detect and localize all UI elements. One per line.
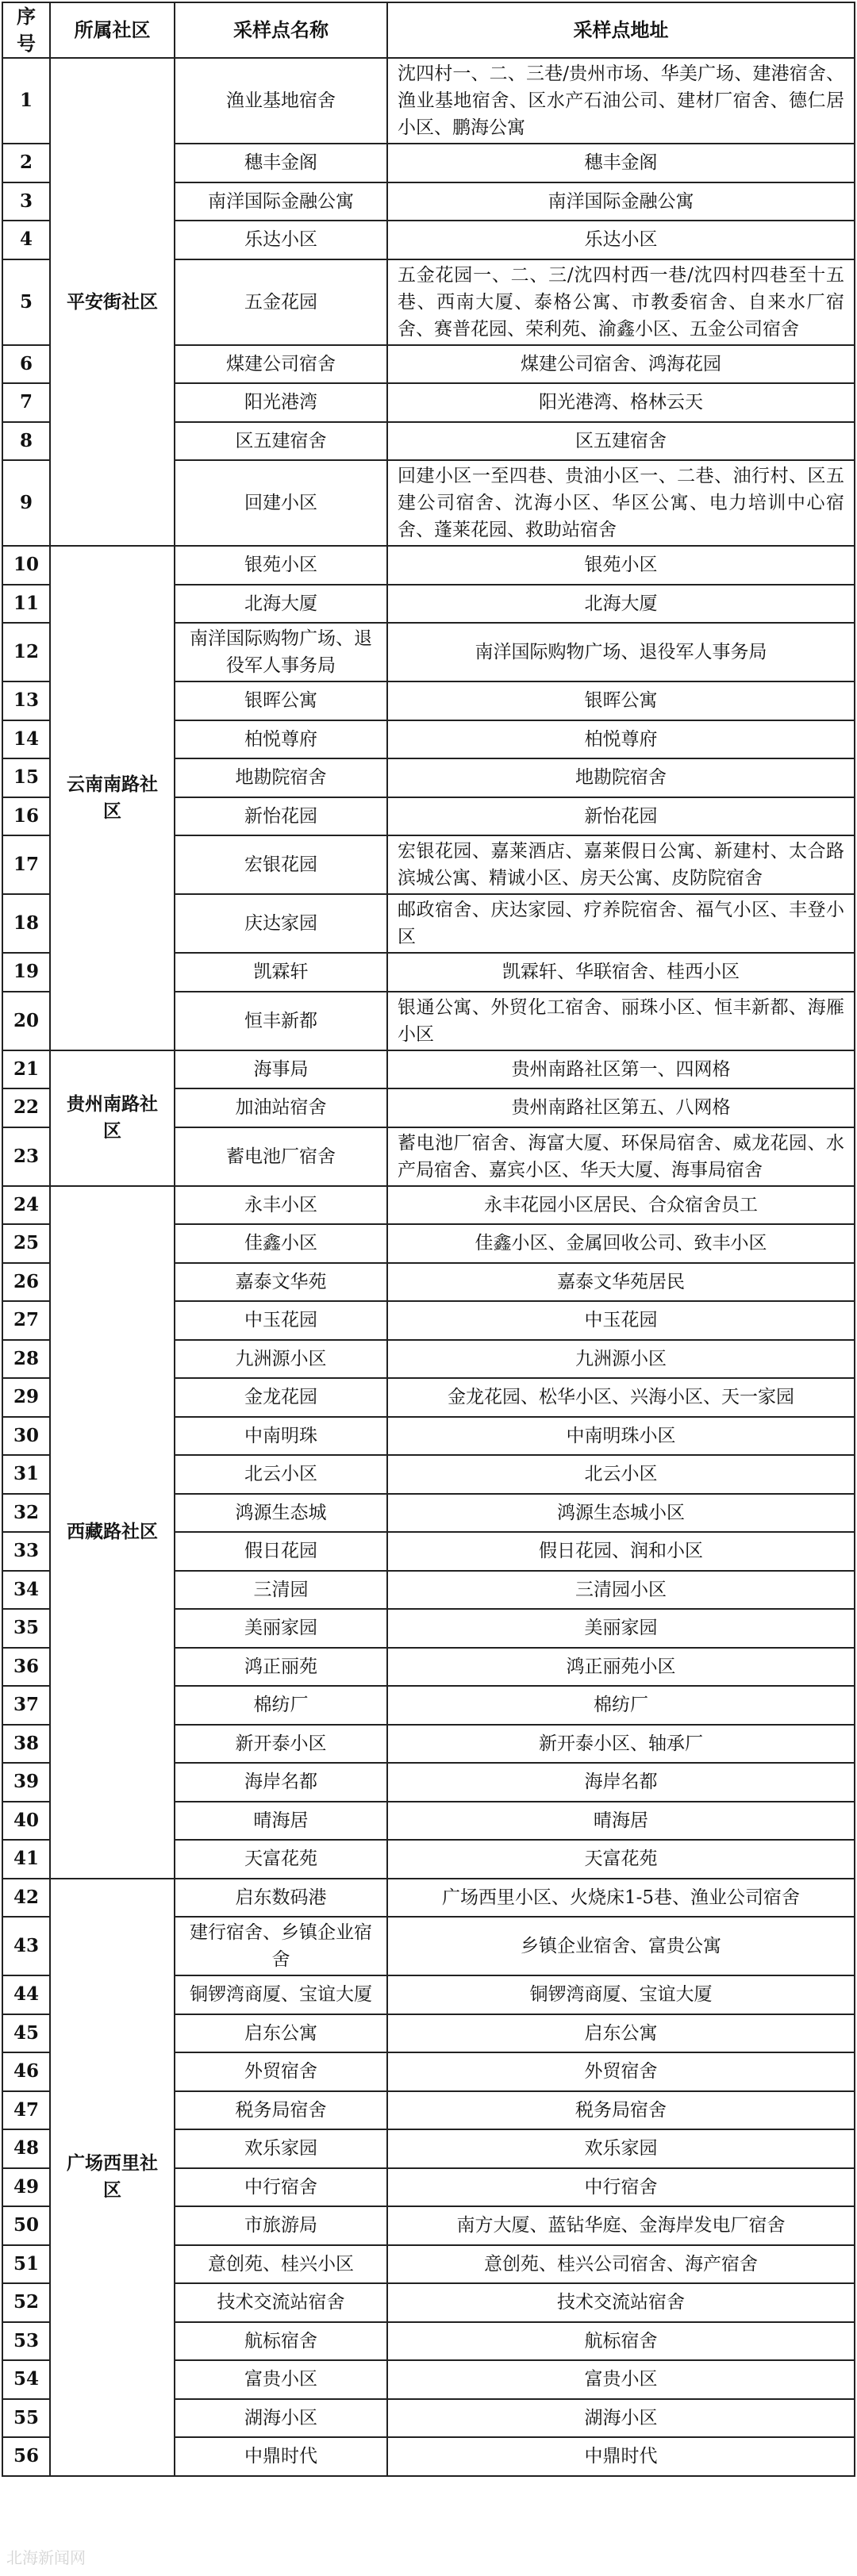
row-index: 48 (2, 2129, 50, 2168)
row-index: 30 (2, 1417, 50, 1456)
site-name-cell: 穗丰金阁 (175, 144, 387, 182)
site-address-cell: 银晖公寓 (387, 681, 855, 720)
site-address-cell: 阳光港湾、格林云天 (387, 383, 855, 422)
site-address-cell: 美丽家园 (387, 1609, 855, 1648)
site-name-cell: 市旅游局 (175, 2206, 387, 2245)
site-address-cell: 广场西里小区、火烧床1-5巷、渔业公司宿舍 (387, 1879, 855, 1918)
header-site-address: 采样点地址 (387, 2, 855, 58)
site-address-cell: 铜锣湾商厦、宝谊大厦 (387, 1975, 855, 2014)
site-name-cell: 银晖公寓 (175, 681, 387, 720)
row-index: 14 (2, 720, 50, 759)
site-name-cell: 中鼎时代 (175, 2437, 387, 2476)
site-name-cell: 南洋国际金融公寓 (175, 182, 387, 221)
row-index: 43 (2, 1917, 50, 1975)
site-address-cell: 九洲源小区 (387, 1340, 855, 1379)
site-name-cell: 恒丰新都 (175, 992, 387, 1050)
site-address-cell: 鸿源生态城小区 (387, 1494, 855, 1533)
site-name-cell: 海事局 (175, 1050, 387, 1089)
site-address-cell: 晴海居 (387, 1802, 855, 1841)
community-cell: 广场西里社区 (50, 1879, 175, 2476)
row-index: 15 (2, 758, 50, 797)
row-index: 36 (2, 1648, 50, 1687)
row-index: 51 (2, 2245, 50, 2284)
row-index: 44 (2, 1975, 50, 2014)
site-name-cell: 启东数码港 (175, 1879, 387, 1918)
row-index: 4 (2, 221, 50, 259)
site-address-cell: 航标宿舍 (387, 2322, 855, 2361)
site-name-cell: 加油站宿舍 (175, 1088, 387, 1127)
site-name-cell: 佳鑫小区 (175, 1224, 387, 1263)
header-community: 所属社区 (50, 2, 175, 58)
row-index: 22 (2, 1088, 50, 1127)
site-address-cell: 富贵小区 (387, 2360, 855, 2399)
site-address-cell: 佳鑫小区、金属回收公司、致丰小区 (387, 1224, 855, 1263)
header-site-name: 采样点名称 (175, 2, 387, 58)
site-address-cell: 中鼎时代 (387, 2437, 855, 2476)
row-index: 42 (2, 1879, 50, 1918)
row-index: 50 (2, 2206, 50, 2245)
table-row (2, 1186, 855, 1225)
site-name-cell: 假日花园 (175, 1532, 387, 1571)
site-address-cell: 中行宿舍 (387, 2168, 855, 2207)
site-name-cell: 中玉花园 (175, 1301, 387, 1340)
row-index: 27 (2, 1301, 50, 1340)
row-index: 31 (2, 1455, 50, 1494)
site-name-cell: 晴海居 (175, 1802, 387, 1841)
site-address-cell: 外贸宿舍 (387, 2052, 855, 2091)
site-address-cell: 欢乐家园 (387, 2129, 855, 2168)
site-name-cell: 煤建公司宿舍 (175, 345, 387, 384)
site-name-cell: 永丰小区 (175, 1186, 387, 1225)
site-name-cell: 鸿正丽苑 (175, 1648, 387, 1687)
site-address-cell: 金龙花园、松华小区、兴海小区、天一家园 (387, 1378, 855, 1417)
site-address-cell: 意创苑、桂兴公司宿舍、海产宿舍 (387, 2245, 855, 2284)
site-name-cell: 柏悦尊府 (175, 720, 387, 759)
site-address-cell: 银通公寓、外贸化工宿舍、丽珠小区、恒丰新都、海雁小区 (387, 992, 855, 1050)
row-index: 13 (2, 681, 50, 720)
community-cell: 云南南路社区 (50, 546, 175, 1050)
site-address-cell: 邮政宿舍、庆达家园、疗养院宿舍、福气小区、丰登小区 (387, 894, 855, 953)
site-address-cell: 贵州南路社区第五、八网格 (387, 1088, 855, 1127)
row-index: 11 (2, 585, 50, 624)
row-index: 5 (2, 259, 50, 345)
site-name-cell: 新怡花园 (175, 797, 387, 836)
site-name-cell: 海岸名都 (175, 1763, 387, 1802)
site-address-cell: 蓄电池厂宿舍、海富大厦、环保局宿舍、威龙花园、水产局宿舍、嘉宾小区、华天大厦、海事局宿舍 (387, 1127, 855, 1186)
header-index: 序号 (2, 2, 50, 58)
site-name-cell: 中行宿舍 (175, 2168, 387, 2207)
row-index: 34 (2, 1571, 50, 1610)
site-name-cell: 意创苑、桂兴小区 (175, 2245, 387, 2284)
site-name-cell: 中南明珠 (175, 1417, 387, 1456)
row-index: 16 (2, 797, 50, 836)
row-index: 19 (2, 953, 50, 992)
site-name-cell: 北云小区 (175, 1455, 387, 1494)
site-name-cell: 回建小区 (175, 460, 387, 546)
row-index: 35 (2, 1609, 50, 1648)
row-index: 45 (2, 2014, 50, 2053)
site-address-cell: 新开泰小区、轴承厂 (387, 1725, 855, 1764)
site-address-cell: 新怡花园 (387, 797, 855, 836)
table-row (2, 1879, 855, 1918)
site-address-cell: 三清园小区 (387, 1571, 855, 1610)
site-address-cell: 回建小区一至四巷、贵油小区一、二巷、油行村、区五建公司宿舍、沈海小区、华区公寓、电力培训中心宿舍、蓬莱花园、救助站宿舍 (387, 460, 855, 546)
site-name-cell: 湖海小区 (175, 2399, 387, 2438)
sampling-sites-table (2, 2, 855, 2477)
site-name-cell: 五金花园 (175, 259, 387, 345)
row-index: 40 (2, 1802, 50, 1841)
site-name-cell: 鸿源生态城 (175, 1494, 387, 1533)
site-address-cell: 永丰花园小区居民、合众宿舍员工 (387, 1186, 855, 1225)
row-index: 7 (2, 383, 50, 422)
site-address-cell: 税务局宿舍 (387, 2091, 855, 2130)
site-address-cell: 北云小区 (387, 1455, 855, 1494)
row-index: 23 (2, 1127, 50, 1186)
row-index: 17 (2, 835, 50, 894)
site-name-cell: 建行宿舍、乡镇企业宿舍 (175, 1917, 387, 1975)
row-index: 33 (2, 1532, 50, 1571)
row-index: 53 (2, 2322, 50, 2361)
site-name-cell: 棉纺厂 (175, 1686, 387, 1725)
row-index: 55 (2, 2399, 50, 2438)
site-address-cell: 北海大厦 (387, 585, 855, 624)
row-index: 1 (2, 58, 50, 144)
site-address-cell: 区五建宿舍 (387, 422, 855, 461)
site-name-cell: 铜锣湾商厦、宝谊大厦 (175, 1975, 387, 2014)
site-address-cell: 乐达小区 (387, 221, 855, 259)
row-index: 21 (2, 1050, 50, 1089)
row-index: 47 (2, 2091, 50, 2130)
site-name-cell: 地勘院宿舍 (175, 758, 387, 797)
site-name-cell: 外贸宿舍 (175, 2052, 387, 2091)
site-name-cell: 启东公寓 (175, 2014, 387, 2053)
site-name-cell: 区五建宿舍 (175, 422, 387, 461)
site-address-cell: 湖海小区 (387, 2399, 855, 2438)
site-address-cell: 天富花苑 (387, 1840, 855, 1879)
table-header-row (2, 2, 855, 58)
row-index: 20 (2, 992, 50, 1050)
row-index: 6 (2, 345, 50, 384)
site-address-cell: 假日花园、润和小区 (387, 1532, 855, 1571)
site-address-cell: 南洋国际金融公寓 (387, 182, 855, 221)
site-address-cell: 棉纺厂 (387, 1686, 855, 1725)
row-index: 56 (2, 2437, 50, 2476)
site-address-cell: 中南明珠小区 (387, 1417, 855, 1456)
site-address-cell: 中玉花园 (387, 1301, 855, 1340)
row-index: 29 (2, 1378, 50, 1417)
row-index: 25 (2, 1224, 50, 1263)
row-index: 46 (2, 2052, 50, 2091)
table-row (2, 546, 855, 585)
row-index: 9 (2, 460, 50, 546)
row-index: 41 (2, 1840, 50, 1879)
site-name-cell: 庆达家园 (175, 894, 387, 953)
community-cell: 西藏路社区 (50, 1186, 175, 1879)
site-name-cell: 欢乐家园 (175, 2129, 387, 2168)
site-address-cell: 穗丰金阁 (387, 144, 855, 182)
row-index: 24 (2, 1186, 50, 1225)
site-address-cell: 鸿正丽苑小区 (387, 1648, 855, 1687)
site-address-cell: 地勘院宿舍 (387, 758, 855, 797)
site-address-cell: 宏银花园、嘉莱酒店、嘉莱假日公寓、新建村、太合路滨城公寓、精诚小区、房天公寓、皮防院宿舍 (387, 835, 855, 894)
site-name-cell: 美丽家园 (175, 1609, 387, 1648)
site-name-cell: 三清园 (175, 1571, 387, 1610)
table-row (2, 1050, 855, 1089)
site-address-cell: 南方大厦、蓝钻华庭、金海岸发电厂宿舍 (387, 2206, 855, 2245)
site-name-cell: 航标宿舍 (175, 2322, 387, 2361)
row-index: 52 (2, 2283, 50, 2322)
site-name-cell: 南洋国际购物广场、退役军人事务局 (175, 623, 387, 681)
site-name-cell: 新开泰小区 (175, 1725, 387, 1764)
site-name-cell: 银苑小区 (175, 546, 387, 585)
site-address-cell: 煤建公司宿舍、鸿海花园 (387, 345, 855, 384)
site-name-cell: 渔业基地宿舍 (175, 58, 387, 144)
site-address-cell: 银苑小区 (387, 546, 855, 585)
site-name-cell: 蓄电池厂宿舍 (175, 1127, 387, 1186)
site-name-cell: 凯霖轩 (175, 953, 387, 992)
row-index: 12 (2, 623, 50, 681)
site-address-cell: 启东公寓 (387, 2014, 855, 2053)
site-name-cell: 富贵小区 (175, 2360, 387, 2399)
row-index: 32 (2, 1494, 50, 1533)
site-name-cell: 乐达小区 (175, 221, 387, 259)
site-name-cell: 技术交流站宿舍 (175, 2283, 387, 2322)
community-cell: 贵州南路社区 (50, 1050, 175, 1186)
site-address-cell: 柏悦尊府 (387, 720, 855, 759)
site-name-cell: 天富花苑 (175, 1840, 387, 1879)
row-index: 38 (2, 1725, 50, 1764)
site-address-cell: 凯霖轩、华联宿舍、桂西小区 (387, 953, 855, 992)
row-index: 37 (2, 1686, 50, 1725)
site-address-cell: 海岸名都 (387, 1763, 855, 1802)
row-index: 39 (2, 1763, 50, 1802)
watermark: 北海新闻网 (6, 2548, 86, 2567)
row-index: 26 (2, 1263, 50, 1302)
site-address-cell: 技术交流站宿舍 (387, 2283, 855, 2322)
site-name-cell: 九洲源小区 (175, 1340, 387, 1379)
table-body (2, 58, 855, 2476)
site-address-cell: 南洋国际购物广场、退役军人事务局 (387, 623, 855, 681)
site-address-cell: 五金花园一、二、三/沈四村西一巷/沈四村四巷至十五巷、西南大厦、泰格公寓、市教委宿舍、自来水厂宿舍、赛普花园、荣利苑、渝鑫小区、五金公司宿舍 (387, 259, 855, 345)
row-index: 28 (2, 1340, 50, 1379)
row-index: 18 (2, 894, 50, 953)
site-address-cell: 嘉泰文华苑居民 (387, 1263, 855, 1302)
site-address-cell: 沈四村一、二、三巷/贵州市场、华美广场、建港宿舍、渔业基地宿舍、区水产石油公司、建材厂宿舍、德仁居小区、鹏海公寓 (387, 58, 855, 144)
site-name-cell: 宏银花园 (175, 835, 387, 894)
site-name-cell: 阳光港湾 (175, 383, 387, 422)
site-address-cell: 贵州南路社区第一、四网格 (387, 1050, 855, 1089)
site-name-cell: 北海大厦 (175, 585, 387, 624)
row-index: 54 (2, 2360, 50, 2399)
row-index: 10 (2, 546, 50, 585)
site-name-cell: 嘉泰文华苑 (175, 1263, 387, 1302)
site-name-cell: 税务局宿舍 (175, 2091, 387, 2130)
row-index: 8 (2, 422, 50, 461)
site-address-cell: 乡镇企业宿舍、富贵公寓 (387, 1917, 855, 1975)
row-index: 49 (2, 2168, 50, 2207)
site-name-cell: 金龙花园 (175, 1378, 387, 1417)
row-index: 3 (2, 182, 50, 221)
table-row (2, 58, 855, 144)
row-index: 2 (2, 144, 50, 182)
community-cell: 平安街社区 (50, 58, 175, 546)
